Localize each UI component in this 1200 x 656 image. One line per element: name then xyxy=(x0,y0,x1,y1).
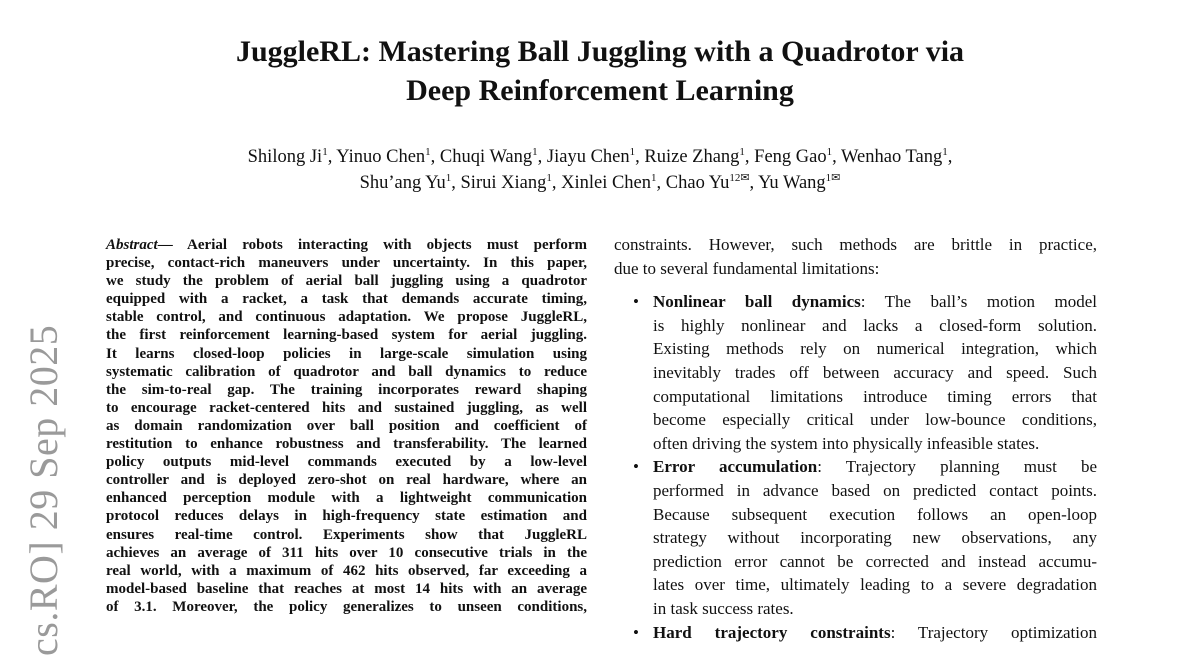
abstract-line: Abstract— Aerial robots interacting with objects must perform xyxy=(106,237,587,253)
abstract-line: enhanced perception module with a lightweight communication xyxy=(106,490,587,507)
list-item xyxy=(614,290,1097,455)
abstract-line: of 3.1. Moreover, the policy generalizes to unseen conditions, xyxy=(106,598,587,615)
author: Ruize Zhang$^1$, xyxy=(644,146,755,167)
author: Chuqi Wang$^1$, xyxy=(439,146,547,167)
abstract-line: real world, with a maximum of 462 hits observed, far exceeding a xyxy=(106,562,587,579)
bullet-icon: • xyxy=(633,292,639,312)
bullet-line: strategy without incorporating new observations, any xyxy=(653,528,1097,548)
abstract-line: as domain randomization over ball position and coefficient of xyxy=(106,417,587,434)
author: Feng Gao$^1$, xyxy=(754,146,842,167)
list-item xyxy=(614,455,1097,620)
bullet-line: inevitably trades off between accuracy and speed. Such xyxy=(653,362,1097,382)
bullet-line: become especially critical under low-bounce conditions, xyxy=(653,410,1097,430)
bullet-term: Hard trajectory constraints xyxy=(653,622,891,642)
bullet-line: performed in advance based on predicted contact points. xyxy=(653,480,1097,500)
abstract-line: precise, contact-rich maneuvers under uncertainty. In this paper, xyxy=(106,255,587,272)
abstract xyxy=(106,236,587,616)
arxiv-stamp: cs.RO] 29 Sep 2025 xyxy=(21,324,66,656)
abstract-label: Abstract xyxy=(106,237,158,253)
abstract-line: the sim-to-real gap. The training incorporates reward shaping xyxy=(106,381,587,398)
abstract-line: ensures real-time control. Experiments show that JuggleRL xyxy=(106,526,587,543)
bullet-line: in task success rates. xyxy=(653,598,794,618)
bullet-line: Hard trajectory constraints: Trajectory optimization xyxy=(653,622,1097,642)
abstract-line: model-based baseline that reaches at most 14 hits with an average xyxy=(106,580,587,597)
bullet-line: Nonlinear ball dynamics: The ball’s motion model xyxy=(653,292,1097,312)
bullet-icon: • xyxy=(633,622,639,642)
author: Wenhao Tang$^1$, xyxy=(841,146,953,167)
abstract-line: policy outputs mid-level commands executed by a low-level xyxy=(106,454,587,471)
author: Xinlei Chen$^1$, xyxy=(561,172,666,193)
author: Shu’ang Yu$^1$, xyxy=(359,172,461,193)
abstract-line: equipped with a racket, a task that demands accurate timing, xyxy=(106,291,587,308)
author: Sirui Xiang$^1$, xyxy=(460,172,562,193)
bullet-line: often driving the system into physically infeasible states. xyxy=(653,433,1040,453)
list-item xyxy=(614,621,1097,645)
abstract-line: to encourage racket-centered hits and sustained juggling, as well xyxy=(106,399,587,416)
bullet-line: Error accumulation: Trajectory planning must be xyxy=(653,457,1097,477)
body-line: constraints. However, such methods are brittle in practice, xyxy=(614,235,1097,254)
author: Jiayu Chen$^1$, xyxy=(546,146,645,167)
abstract-line: stable control, and continuous adaptation. We propose JuggleRL, xyxy=(106,309,587,326)
body-line: due to several fundamental limitations: xyxy=(614,258,880,278)
author-line-1 xyxy=(100,144,1100,170)
author-list xyxy=(100,144,1100,196)
author: Yu Wang$^{1✉}$ xyxy=(758,172,841,193)
abstract-line: we study the problem of aerial ball juggling using a quadrotor xyxy=(106,273,587,290)
author: Shilong Ji$^1$, xyxy=(247,146,337,167)
paper-title xyxy=(150,32,1050,110)
bullet-term: Nonlinear ball dynamics xyxy=(653,292,861,312)
bullet-line: prediction error cannot be corrected and instead accumu- xyxy=(653,551,1097,571)
abstract-line: achieves an average of 311 hits over 10 consecutive trials in the xyxy=(106,544,587,561)
abstract-line: controller and is deployed zero-shot on real hardware, where an xyxy=(106,472,587,489)
abstract-line: It learns closed-loop policies in large-scale simulation using xyxy=(106,345,587,362)
bullet-line: computational limitations introduce timing errors that xyxy=(653,386,1097,406)
author: Chao $Yu^{12✉}$, xyxy=(665,172,759,193)
bullet-term: Error accumulation xyxy=(653,457,818,477)
bullet-line: is highly nonlinear and lacks a closed-form solution. xyxy=(653,315,1097,335)
title-line-1: JuggleRL: Mastering Ball Juggling with a Quadrotor via xyxy=(235,35,965,68)
abstract-line: protocol reduces delays in high-frequency state estimation and xyxy=(106,508,587,525)
abstract-line: the first reinforcement learning-based system for aerial juggling. xyxy=(106,327,587,344)
limitations-list xyxy=(614,290,1097,644)
abstract-line: systematic calibration of quadrotor and ball dynamics to reduce xyxy=(106,363,587,380)
bullet-line: Existing methods rely on numerical integration, which xyxy=(653,339,1097,359)
bullet-line: lates over time, ultimately leading to a severe degradation xyxy=(653,575,1097,595)
bullet-icon: • xyxy=(633,457,639,477)
title-line-2: Deep Reinforcement Learning xyxy=(406,74,794,107)
abstract-line: restitution to enhance robustness and transferability. The learned xyxy=(106,436,587,453)
author-line-2 xyxy=(100,170,1100,196)
author: Yinuo Chen$^1$, xyxy=(336,146,440,167)
right-column xyxy=(614,233,1097,644)
bullet-line: Because subsequent execution follows an open-loop xyxy=(653,504,1097,524)
